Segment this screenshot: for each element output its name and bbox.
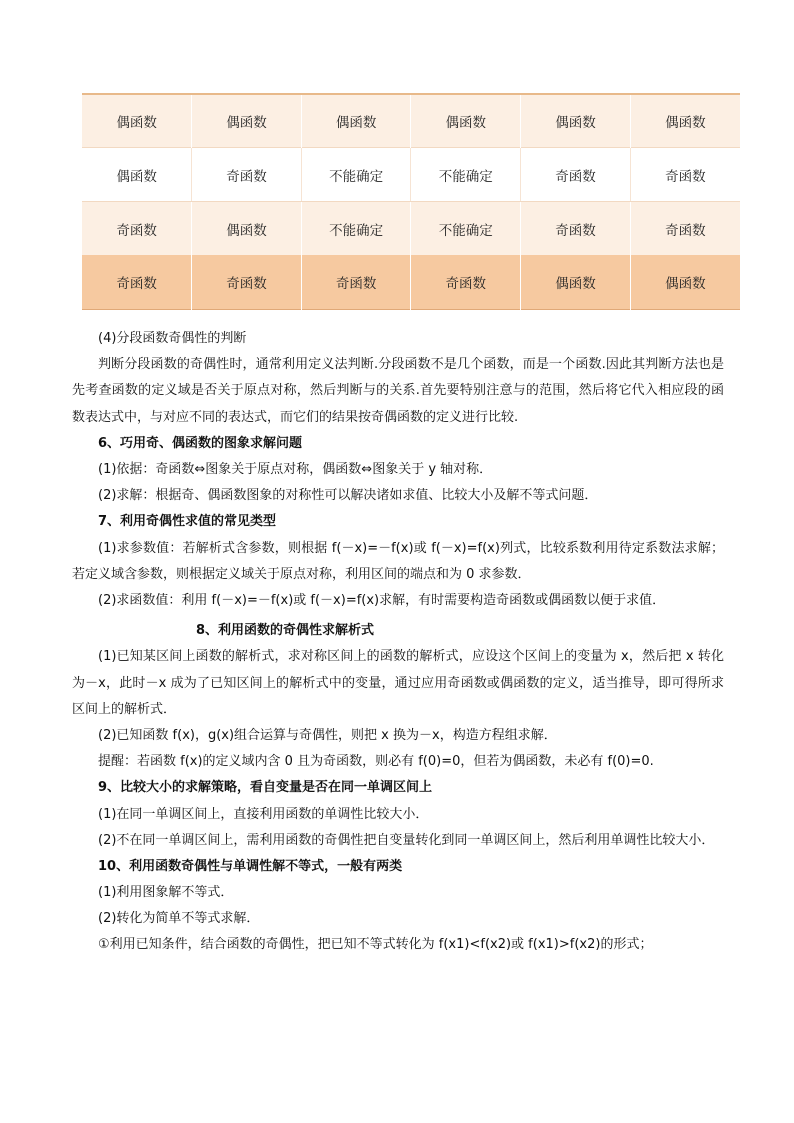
- table-cell: 奇函数: [116, 222, 157, 239]
- parity-table: [82, 93, 740, 310]
- table-cell: 奇函数: [630, 202, 740, 256]
- text-line: 提醒：若函数 f(x)的定义域内含 0 且为奇函数，则必有 f(0)=0，但若为偶函数，未必有 f(0)=0.: [98, 754, 654, 770]
- body-text: [72, 326, 724, 959]
- table-cell: 奇函数: [301, 255, 411, 310]
- text-line: (1)利用图象解不等式．: [98, 885, 234, 901]
- paragraph-parameter-value: (1)求参数值：若解析式含参数，则根据 f(－x)=－f(x)或 f(－x)=f(x)列式，比较系数利用待定系数法求解；若定义域含参数，则根据定义域关于原点对称，利用区间的端点和为 0 求参数．: [72, 540, 724, 582]
- table-cell: 奇函数: [116, 276, 157, 292]
- section-4-heading: (4)分段函数奇偶性的判断: [98, 331, 247, 346]
- text-line: (1)依据：奇函数⇔图象关于原点对称，偶函数⇔图象关于 y 轴对称．: [98, 461, 493, 477]
- paragraph-compare-size: (2)不在同一单调区间上，需利用函数的奇偶性把自变量转化到同一单调区间上，然后利用单调性比较大小．: [98, 832, 715, 848]
- table-row: [82, 202, 740, 256]
- table-cell: 偶函数: [116, 115, 157, 131]
- table-cell: 奇函数: [192, 255, 302, 310]
- section-10-heading: 10、利用函数奇偶性与单调性解不等式，一般有两类: [98, 858, 403, 874]
- table-cell: 偶函数: [301, 94, 411, 148]
- text-line: (2)求函数值：利用 f(－x)=－f(x)或 f(－x)=f(x)求解，有时需要构造奇函数或偶函数以便于求值．: [98, 592, 666, 608]
- table-row: [82, 255, 740, 310]
- table-cell: 偶函数: [192, 202, 302, 256]
- table-cell: 奇函数: [411, 255, 521, 310]
- table-cell: 不能确定: [411, 202, 521, 256]
- table-cell: 奇函数: [192, 148, 302, 202]
- table-cell: 偶函数: [82, 148, 192, 202]
- section-8-heading: 8、利用函数的奇偶性求解析式: [196, 623, 375, 639]
- table-cell: 奇函数: [521, 148, 631, 202]
- table-cell: 偶函数: [521, 255, 631, 310]
- table-cell: 偶函数: [630, 255, 740, 310]
- table-row: [82, 148, 740, 202]
- table-cell: 偶函数: [521, 94, 631, 148]
- table-cell: 奇函数: [521, 202, 631, 256]
- table-cell: 偶函数: [630, 94, 740, 148]
- parity-table-body: [82, 94, 740, 310]
- text-line: ①利用已知条件，结合函数的奇偶性，把已知不等式转化为 f(x1)<f(x2)或 f(x1)>f(x2)的形式；: [98, 937, 653, 953]
- section-9-heading: 9、比较大小的求解策略，看自变量是否在同一单调区间上: [98, 780, 433, 796]
- text-line: (2)转化为简单不等式求解．: [98, 911, 260, 927]
- section-6-heading: 6、巧用奇、偶函数的图象求解问题: [98, 435, 303, 451]
- paragraph-analytic-expression: (1)已知某区间上函数的解析式，求对称区间上的函数的解析式，应设这个区间上的变量为 x，然后把 x 转化为－x，此时－x 成为了已知区间上的解析式中的变量，通过应用奇函数或偶函数的定义，适当推导，即可得所求区间上的解析式．: [72, 649, 724, 717]
- table-cell: 偶函数: [192, 94, 302, 148]
- text-line: (2)求解：根据奇、偶函数图象的对称性可以解决诸如求值、比较大小及解不等式问题．: [98, 488, 598, 504]
- paragraph-piecewise-parity: 判断分段函数的奇偶性时，通常利用定义法判断.分段函数不是几个函数，而是一个函数.因此其判断方法也是先考查函数的定义域是否关于原点对称，然后判断与的关系.首先要特别注意与的范围，然后将它代入相应段的函数表达式中，与对应不同的表达式，而它们的结果按奇偶函数的定义进行比较.: [72, 357, 724, 425]
- table-cell: 不能确定: [301, 202, 411, 256]
- text-line: (1)在同一单调区间上，直接利用函数的单调性比较大小．: [98, 806, 429, 822]
- table-cell: 不能确定: [411, 148, 521, 202]
- table-cell: 奇函数: [630, 148, 740, 202]
- text-line: (2)已知函数 f(x)，g(x)组合运算与奇偶性，则把 x 换为－x，构造方程组求解．: [98, 727, 557, 743]
- table-cell: 偶函数: [411, 94, 521, 148]
- table-cell: 不能确定: [301, 148, 411, 202]
- section-7-heading: 7、利用奇偶性求值的常见类型: [98, 514, 277, 530]
- table-row: [82, 94, 740, 148]
